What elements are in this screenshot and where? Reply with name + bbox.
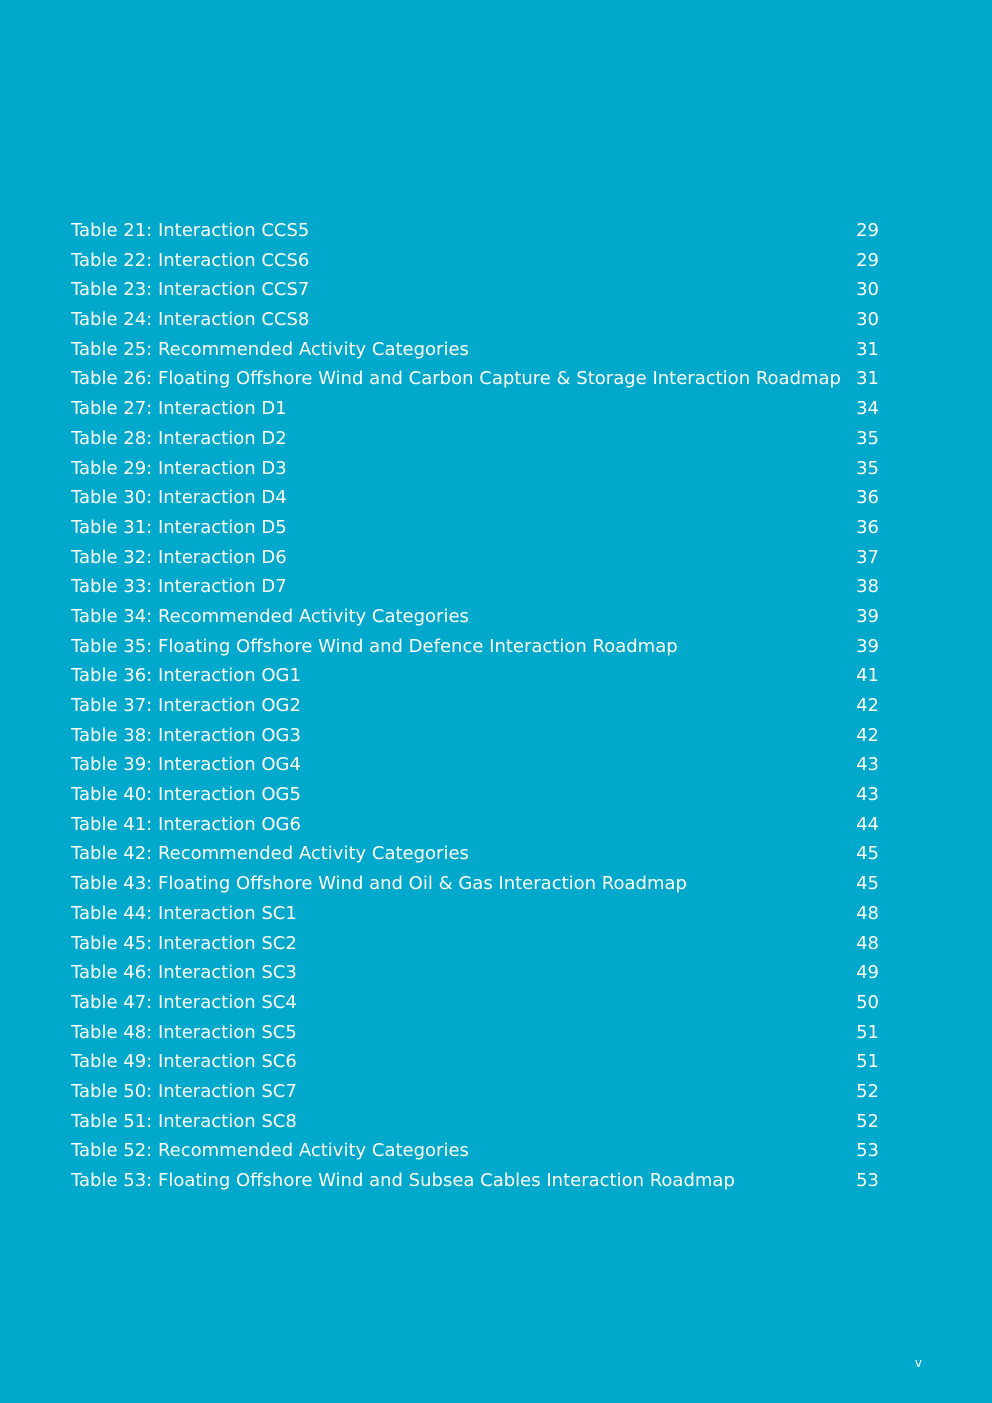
toc-entry-page: 31	[856, 368, 879, 390]
toc-entry-title: Table 22: Interaction CCS6	[71, 249, 310, 271]
toc-entry-title: Table 27: Interaction D1	[71, 398, 287, 420]
toc-entry-title: Table 49: Interaction SC6	[71, 1051, 297, 1073]
toc-entry[interactable]	[71, 513, 879, 543]
toc-entry[interactable]	[71, 543, 879, 573]
toc-entry-title: Table 29: Interaction D3	[71, 457, 287, 479]
toc-entry-page: 49	[856, 962, 879, 984]
toc-entry[interactable]	[71, 454, 879, 484]
toc-entry[interactable]	[71, 1077, 879, 1107]
toc-entry-page: 38	[856, 576, 879, 598]
toc-entry[interactable]	[71, 572, 879, 602]
toc-entry-page: 39	[856, 635, 879, 657]
toc-entry[interactable]	[71, 602, 879, 632]
toc-entry-title: Table 37: Interaction OG2	[71, 695, 301, 716]
toc-entry-title: Table 42: Recommended Activity Categories	[71, 843, 469, 865]
toc-entry[interactable]	[71, 899, 879, 929]
toc-entry-title: Table 21: Interaction CCS5	[71, 220, 310, 241]
toc-entry-title: Table 34: Recommended Activity Categories	[71, 605, 469, 627]
toc-entry-title: Table 47: Interaction SC4	[71, 991, 297, 1013]
toc-entry-title: Table 33: Interaction D7	[71, 576, 287, 598]
toc-entry-page: 43	[856, 754, 879, 776]
toc-entry[interactable]	[71, 691, 879, 721]
toc-entry[interactable]	[71, 1047, 879, 1077]
toc-entry-title: Table 45: Interaction SC2	[71, 932, 297, 954]
toc-entry-title: Table 38: Interaction OG3	[71, 724, 301, 746]
toc-entry-page: 30	[856, 309, 879, 331]
toc-entry-page: 36	[856, 516, 879, 538]
toc-entry-page: 41	[856, 665, 879, 687]
toc-entry[interactable]	[71, 958, 879, 988]
toc-entry[interactable]	[71, 929, 879, 959]
toc-entry-title: Table 41: Interaction OG6	[71, 813, 301, 835]
toc-entry-page: 51	[856, 1021, 879, 1043]
toc-entry-title: Table 43: Floating Offshore Wind and Oil & Gas Interaction Roadmap	[71, 873, 687, 895]
toc-entry-title: Table 51: Interaction SC8	[71, 1110, 297, 1132]
toc-entry-title: Table 53: Floating Offshore Wind and Subsea Cables Interaction Roadmap	[71, 1170, 735, 1191]
toc-entry-title: Table 28: Interaction D2	[71, 427, 287, 449]
toc-entry[interactable]	[71, 424, 879, 454]
toc-entry-page: 36	[856, 487, 879, 509]
toc-entry[interactable]	[71, 1166, 879, 1196]
toc-entry-page: 30	[856, 279, 879, 301]
toc-entry[interactable]	[71, 721, 879, 751]
toc-entry-title: Table 48: Interaction SC5	[71, 1021, 297, 1043]
toc-entry[interactable]	[71, 335, 879, 365]
toc-entry-title: Table 32: Interaction D6	[71, 546, 287, 568]
toc-entry-title: Table 46: Interaction SC3	[71, 962, 297, 984]
toc-entry-title: Table 40: Interaction OG5	[71, 784, 301, 806]
toc-entry-title: Table 50: Interaction SC7	[71, 1080, 297, 1102]
toc-entry-page: 42	[856, 695, 879, 716]
toc-entry-page: 52	[856, 1080, 879, 1102]
toc-entry-title: Table 35: Floating Offshore Wind and Defence Interaction Roadmap	[71, 635, 678, 657]
toc-entry-page: 29	[856, 220, 879, 241]
toc-entry[interactable]	[71, 750, 879, 780]
toc-entry-page: 51	[856, 1051, 879, 1073]
toc-entry[interactable]	[71, 483, 879, 513]
toc-entry[interactable]	[71, 810, 879, 840]
toc-entry[interactable]	[71, 305, 879, 335]
toc-entry[interactable]	[71, 632, 879, 662]
toc-entry-page: 45	[856, 843, 879, 865]
toc-entry-page: 39	[856, 605, 879, 627]
list-of-tables	[71, 216, 879, 1196]
toc-entry-title: Table 25: Recommended Activity Categories	[71, 338, 469, 360]
toc-entry-page: 53	[856, 1170, 879, 1191]
toc-entry[interactable]	[71, 988, 879, 1018]
toc-entry-page: 43	[856, 784, 879, 806]
toc-entry-page: 45	[856, 873, 879, 895]
toc-entry-page: 44	[856, 813, 879, 835]
toc-entry-page: 37	[856, 546, 879, 568]
toc-entry[interactable]	[71, 1107, 879, 1137]
toc-entry-title: Table 52: Recommended Activity Categories	[71, 1140, 469, 1162]
toc-entry[interactable]	[71, 275, 879, 305]
toc-entry-title: Table 44: Interaction SC1	[71, 902, 297, 924]
toc-entry[interactable]	[71, 216, 879, 246]
toc-entry[interactable]	[71, 780, 879, 810]
toc-entry-page: 34	[856, 398, 879, 420]
toc-entry-page: 42	[856, 724, 879, 746]
page-number: v	[914, 1356, 922, 1370]
toc-entry[interactable]	[71, 661, 879, 691]
toc-entry-title: Table 31: Interaction D5	[71, 516, 287, 538]
toc-entry-page: 53	[856, 1140, 879, 1162]
toc-entry[interactable]	[71, 869, 879, 899]
toc-entry[interactable]	[71, 1136, 879, 1166]
toc-entry-title: Table 30: Interaction D4	[71, 487, 287, 509]
toc-entry-page: 50	[856, 991, 879, 1013]
toc-entry-page: 35	[856, 427, 879, 449]
toc-entry-title: Table 39: Interaction OG4	[71, 754, 301, 776]
toc-entry-page: 52	[856, 1110, 879, 1132]
toc-entry[interactable]	[71, 839, 879, 869]
toc-entry-page: 29	[856, 249, 879, 271]
toc-entry-page: 31	[856, 338, 879, 360]
toc-entry-title: Table 26: Floating Offshore Wind and Carbon Capture & Storage Interaction Roadmap	[71, 368, 841, 390]
toc-entry-page: 48	[856, 932, 879, 954]
toc-entry-title: Table 23: Interaction CCS7	[71, 279, 310, 301]
toc-entry-title: Table 36: Interaction OG1	[71, 665, 301, 687]
toc-entry-title: Table 24: Interaction CCS8	[71, 309, 310, 331]
toc-entry[interactable]	[71, 1018, 879, 1048]
toc-entry[interactable]	[71, 394, 879, 424]
toc-entry-page: 35	[856, 457, 879, 479]
toc-entry[interactable]	[71, 364, 879, 394]
toc-entry[interactable]	[71, 246, 879, 276]
toc-entry-page: 48	[856, 902, 879, 924]
